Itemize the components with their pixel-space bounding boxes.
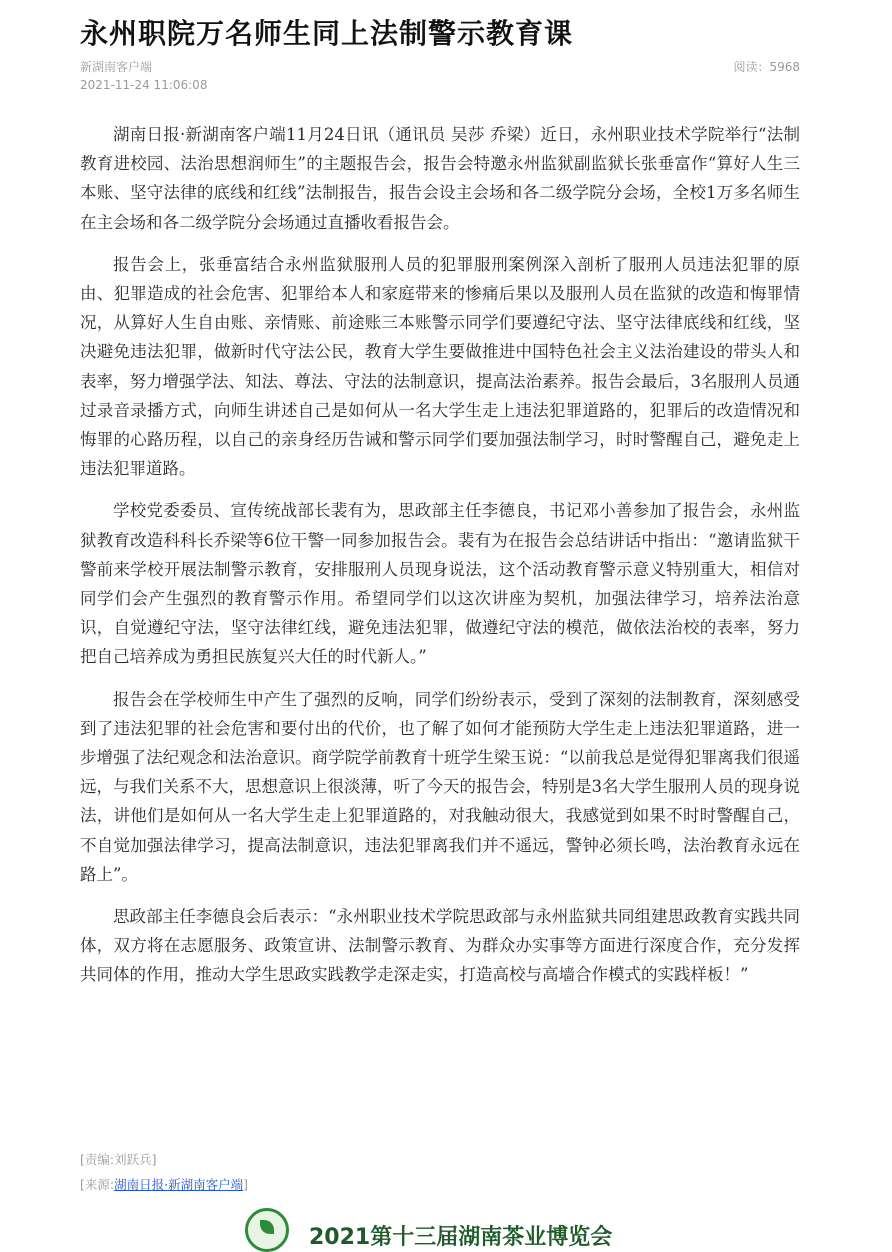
article-paragraph: 湖南日报·新湖南客户端11月24日讯（通讯员 吴莎 乔梁）近日，永州职业技术学院举行“法制教育进校园、法治思想润师生”的主题报告会，报告会特邀永州监狱副监狱长张垂富作“算好人生三本账、坚守法律的底线和红线”法制报告，报告会设主会场和各二级学院分会场，全校1万多名师生在主会场和各二级学院分会场通过直播收看报告会。 [80,125,800,232]
article-timestamp: 2021-11-24 11:06:08 [80,78,208,92]
article-source: 新湖南客户端 [80,60,153,74]
article-paragraph: 报告会上，张垂富结合永州监狱服刑人员的犯罪服刑案例深入剖析了服刑人员违法犯罪的原由、犯罪造成的社会危害、犯罪给本人和家庭带来的惨痛后果以及服刑人员在监狱的改造和悔罪情况，从算好人生自由账、亲情账、前途账三本账警示同学们要遵纪守法、坚守法律底线和红线，坚决避免违法犯罪，做新时代守法公民，教育大学生要做推进中国特色社会主义法治建设的带头人和表率，努力增强学法、知法、尊法、守法的法制意识，提高法治素养。报告会最后，3名服刑人员通过录音录播方式，向师生讲述自己是如何从一名大学生走上违法犯罪道路的，犯罪后的改造情况和悔罪的心路历程，以自己的亲身经历告诫和警示同学们要加强法制学习，时时警醒自己，避免走上违法犯罪道路。 [80,254,800,479]
article-paragraph: 学校党委委员、宣传统战部长裴有为，思政部主任李德良，书记邓小善参加了报告会，永州监狱教育改造科科长乔梁等6位干警一同参加报告会。裴有为在报告会总结讲话中指出：“邀请监狱干警前来学校开展法制警示教育，安排服刑人员现身说法，这个活动教育警示意义特别重大，相信对同学们会产生强烈的教育警示作用。希望同学们以这次讲座为契机，加强法律学习，培养法治意识，自觉遵纪守法，坚守法律红线，避免违法犯罪，做遵纪守法的模范，做依法治校的表率，努力把自己培养成为勇担民族复兴大任的时代新人。” [80,501,800,667]
source-close: ] [243,1177,248,1192]
source-credit [80,1175,248,1193]
banner-text: 2021第十三届湖南茶业博览会 [309,1225,613,1250]
article-paragraph: 思政部主任李德良会后表示：“永州职业技术学院思政部与永州监狱共同组建思政教育实践共同体，双方将在志愿服务、政策宣讲、法制警示教育、为群众办实事等方面进行深度合作，充分发挥共同体的作用，推动大学生思政实践教学走深走实，打造高校与高墙合作模式的实践样板！” [80,907,800,985]
source-link[interactable]: 湖南日报·新湖南客户端 [114,1177,244,1192]
article-title: 永州职院万名师生同上法制警示教育课 [80,17,574,50]
editor-credit: [责编:刘跃兵] [80,1152,157,1167]
expo-banner[interactable] [245,1208,665,1250]
view-count: 阅读：5968 [733,60,800,74]
source-label: [来源: [80,1177,115,1192]
article-paragraph: 报告会在学校师生中产生了强烈的反响，同学们纷纷表示，受到了深刻的法制教育，深刻感受到了违法犯罪的社会危害和要付出的代价，也了解了如何才能预防大学生走上违法犯罪道路，进一步增强了法纪观念和法治意识。商学院学前教育十班学生梁玉说：“以前我总是觉得犯罪离我们很遥远，与我们关系不大，思想意识上很淡薄，听了今天的报告会，特别是3名大学生服刑人员的现身说法，讲他们是如何从一名大学生走上犯罪道路的，对我触动很大，我感觉到如果不时时警醒自己，不自觉加强法律学习，提高法制意识，违法犯罪离我们并不遥远，警钟必须长鸣，法治教育永远在路上”。 [80,689,800,884]
tea-expo-logo-icon [245,1208,289,1252]
article-body [80,120,800,1003]
